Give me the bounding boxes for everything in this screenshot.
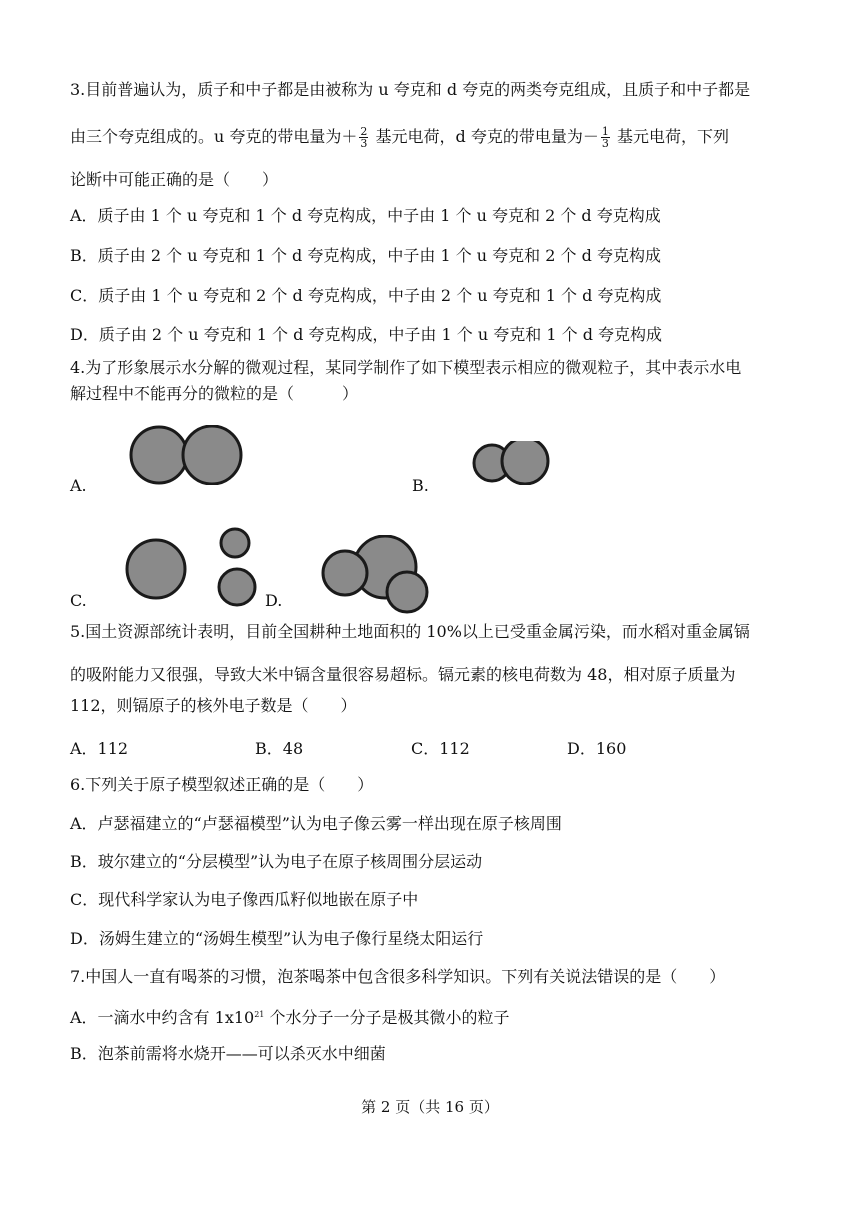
q3-option-c: C．质子由 1 个 u 夸克和 2 个 d 夸克构成，中子由 2 个 u 夸克和 1 个 d 夸克构成 — [70, 286, 662, 305]
q5-option-a: A．112 — [70, 739, 129, 758]
q7-stem: 7.中国人一直有喝茶的习惯，泡茶喝茶中包含很多科学知识。下列有关说法错误的是（ ） — [70, 967, 726, 986]
q3-stem-line2-part1: 由三个夸克组成的。u 夸克的带电量为＋ — [70, 127, 358, 146]
q5-option-d: D．160 — [567, 739, 627, 758]
q4-model-a-molecule — [120, 425, 280, 485]
q5-option-c: C．112 — [411, 739, 470, 758]
q6-stem: 6.下列关于原子模型叙述正确的是（ ） — [70, 775, 374, 794]
q5-stem-line2: 的吸附能力又很强，导致大米中镉含量很容易超标。镉元素的核电荷数为 48，相对原子质量为 — [70, 665, 736, 684]
q3-option-a: A．质子由 1 个 u 夸克和 1 个 d 夸克构成，中子由 1 个 u 夸克和 2 个 d 夸克构成 — [70, 206, 661, 225]
q6-option-a: A．卢瑟福建立的“卢瑟福模型”认为电子像云雾一样出现在原子核周围 — [70, 814, 562, 833]
q7-option-a — [70, 1005, 510, 1028]
q3-stem-line2-part2: 基元电荷，d 夸克的带电量为－ — [375, 127, 599, 146]
q4-label-c: C. — [70, 591, 87, 610]
q4-model-b-molecule — [466, 441, 556, 485]
q7-option-a-part2: 个水分子一分子是极其微小的粒子 — [269, 1008, 510, 1027]
q6-option-d: D．汤姆生建立的“汤姆生模型”认为电子像行星绕太阳运行 — [70, 929, 484, 948]
fraction-one-third: $\frac{1}{3}$ — [601, 125, 609, 150]
q3-option-b: B．质子由 2 个 u 夸克和 1 个 d 夸克构成，中子由 1 个 u 夸克和 2 个 d 夸克构成 — [70, 246, 661, 265]
q5-option-b: B．48 — [255, 739, 304, 758]
q4-stem-line1: 4.为了形象展示水分解的微观过程，某同学制作了如下模型表示相应的微观粒子，其中表示水电 — [70, 358, 742, 377]
q4-stem-line2: 解过程中不能再分的微粒的是（ ） — [70, 384, 359, 403]
exponent: 21 — [254, 1010, 265, 1019]
q4-model-c-atoms — [110, 525, 270, 610]
q4-label-d: D. — [265, 591, 283, 610]
q5-stem-line3: 112，则镉原子的核外电子数是（ ） — [70, 696, 357, 715]
q3-stem-line2 — [70, 126, 729, 149]
q6-option-b: B．玻尔建立的“分层模型”认为电子在原子核周围分层运动 — [70, 852, 483, 871]
q3-stem-line3: 论断中可能正确的是（ ） — [70, 170, 279, 189]
q5-stem-line1: 5.国土资源部统计表明，目前全国耕种土地面积的 10%以上已受重金属污染，而水稻对重金属镉 — [70, 622, 750, 641]
q3-stem-line1: 3.目前普遍认为，质子和中子都是由被称为 u 夸克和 d 夸克的两类夸克组成，且质子和中子都是 — [70, 80, 751, 99]
q3-option-d: D．质子由 2 个 u 夸克和 1 个 d 夸克构成，中子由 1 个 u 夸克和 1 个 d 夸克构成 — [70, 325, 663, 344]
q4-label-a: A. — [70, 476, 87, 495]
q7-option-b: B．泡茶前需将水烧开——可以杀灭水中细菌 — [70, 1044, 386, 1063]
q4-label-b: B. — [412, 476, 429, 495]
q6-option-c: C．现代科学家认为电子像西瓜籽似地嵌在原子中 — [70, 890, 419, 909]
page-footer: 第 2 页（共 16 页） — [361, 1098, 499, 1116]
fraction-two-thirds: $\frac{2}{3}$ — [360, 125, 368, 150]
q4-model-d-molecule — [315, 535, 435, 615]
q3-stem-line2-part3: 基元电荷，下列 — [616, 127, 729, 146]
q7-option-a-part1: A．一滴水中约含有 1x10 — [70, 1008, 255, 1027]
